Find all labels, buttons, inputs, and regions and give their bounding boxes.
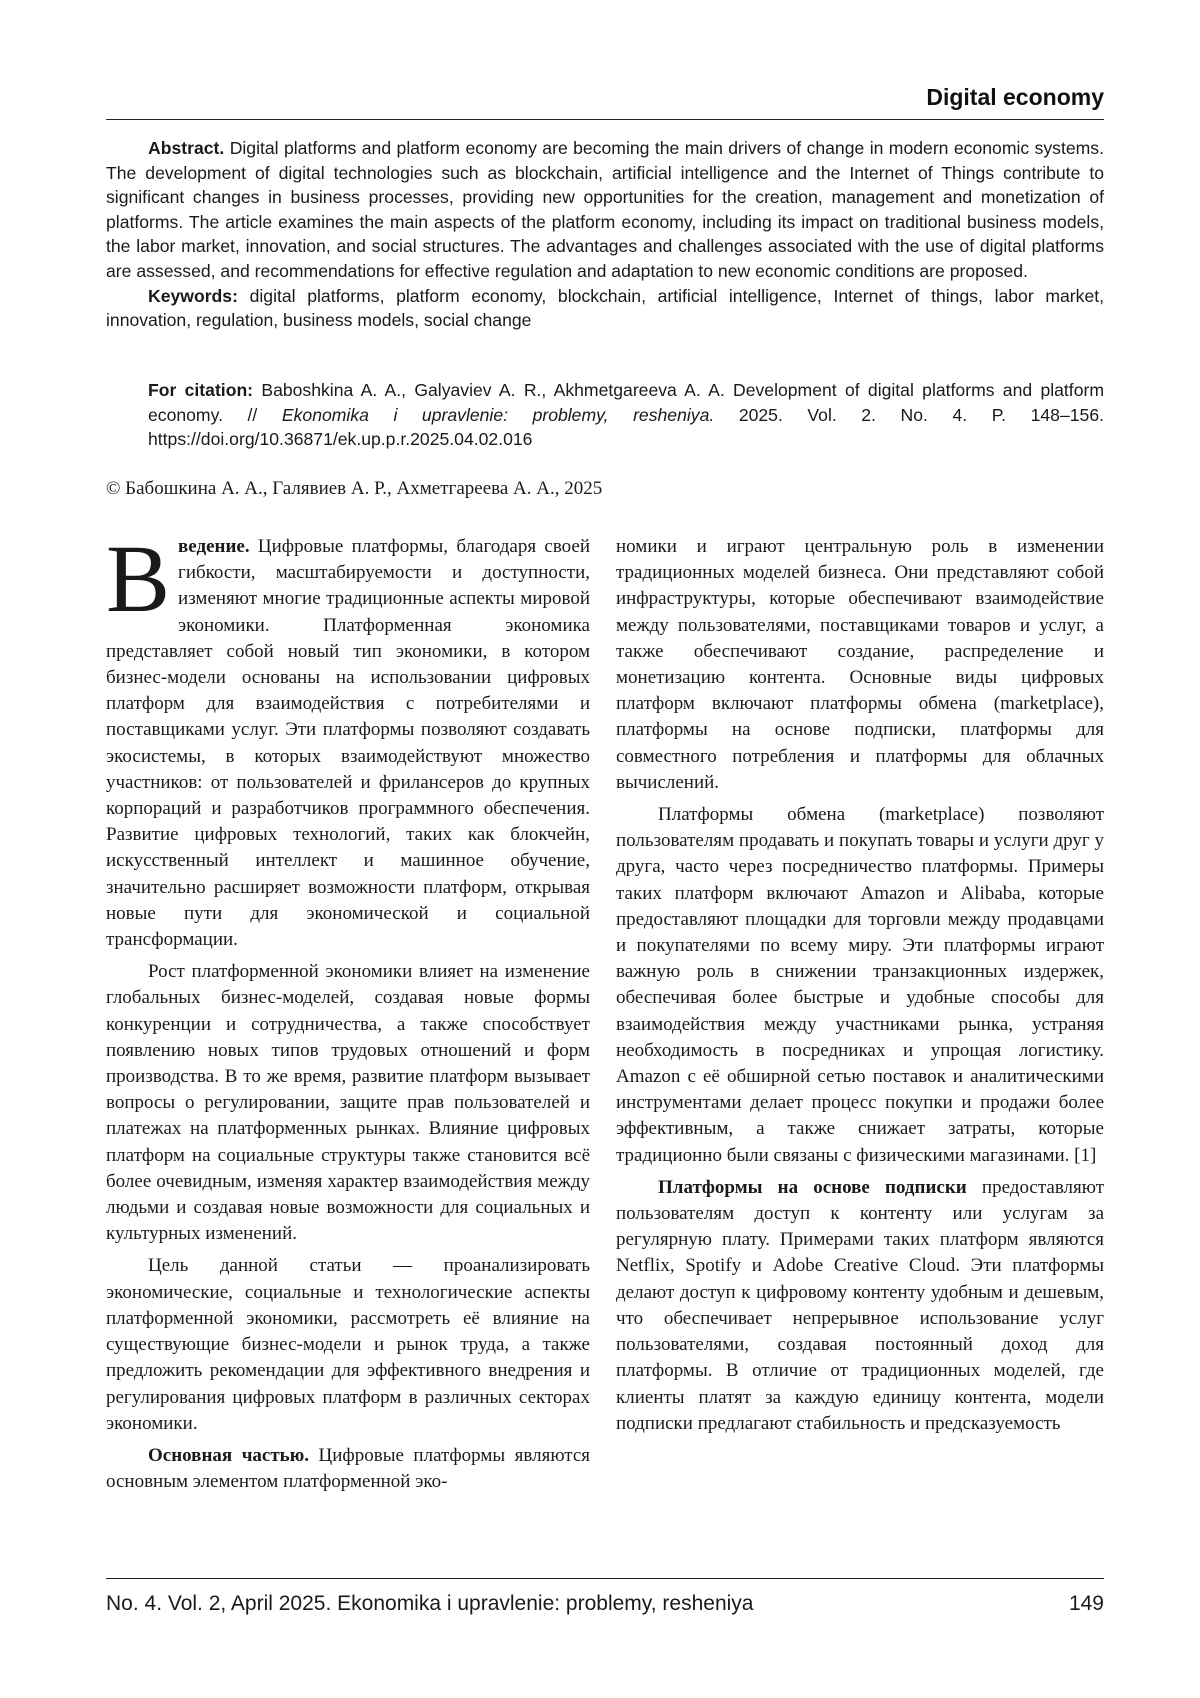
- abstract-text: Digital platforms and platform economy are becoming the main drivers of change in modern economic systems. The development of digital technologies such as blockchain, artificial intelligence and the Internet of Things contribute to significant changes in business processes, providing new opportunities for the creation, management and monetization of platforms. The article examines the main aspects of the platform economy, including its impact on traditional business models, the labor market, innovation, and social structures. The advantages and challenges associated with the use of digital platforms are assessed, and recommendations for effective regulation and adaptation to new economic conditions are proposed.: [106, 138, 1104, 281]
- copyright-line: © Бабошкина А. А., Галявиев А. Р., Ахметгареева А. А., 2025: [106, 478, 603, 499]
- citation-label: For citation:: [148, 380, 254, 400]
- abstract-label: Abstract.: [148, 138, 225, 158]
- drop-cap: В: [106, 525, 171, 632]
- body-text: Цифровые платформы, благодаря своей гибкости, масштабируемости и доступности, изменяют многие традиционные аспекты мировой экономики. Платформенная экономика представляет собой новый тип экономики, в котором бизнес-модели основаны на использовании цифровых платформ для взаимодействия с потребителями и поставщиками услуг. Эти платформы позволяют создавать экосистемы, в которых взаимодействуют множество участников: от пользователей и фрилансеров до крупных корпораций и разработчиков программного обеспечения. Развитие цифровых технологий, таких как блокчейн, искусственный интеллект и машинное обучение, значительно расширяет возможности платформ, открывая новые пути для экономической и социальной трансформации.: [106, 536, 591, 951]
- body-paragraph: [616, 802, 1104, 1169]
- body-paragraph: [106, 959, 590, 1247]
- body-text: Платформы обмена (marketplace) позволяют пользователям продавать и покупать товары и услуги друг у друга, часто через посредничество платформы. Примеры таких платформ включают Amazon и Alibaba, которые предоставляют площадки для торговли между продавцами и покупателями по всему миру. Эти платформы играют важную роль в снижении транзакционных издержек, обеспечивая более быстрые и удобные способы для взаимодействия между участниками рынка, устраняя необходимость в посредниках и упрощая логистику. Amazon с её обширной сетью поставок и аналитическими инструментами делает процесс покупки и продажи более эффективным, а также снижает затраты, которые традиционно были связаны с физическими магазинами. [1]: [616, 804, 1104, 1166]
- keywords-paragraph: [106, 284, 1104, 333]
- intro-heading: ведение.: [178, 536, 250, 557]
- body-paragraph: [616, 1175, 1104, 1437]
- body-text: номики и играют центральную роль в изменении традиционных моделей бизнеса. Они представляют собой инфраструктуры, которые обеспечивают взаимодействие между пользователями, поставщиками товаров и услуг, а также обеспечивают создание, распределение и монетизацию контента. Основные виды цифровых платформ включают платформы обмена (marketplace), платформы на основе подписки, платформы для совместного потребления и платформы для облачных вычислений.: [616, 536, 1104, 793]
- keywords-text: digital platforms, platform economy, blockchain, artificial intelligence, Internet of things, labor market, innovation, regulation, business models, social change: [106, 285, 1105, 331]
- body-text: предоставляют пользователям доступ к контенту или услугам за регулярную плату. Примерами таких платформ являются Netflix, Spotify и Adobe Creative Cloud. Эти платформы делают доступ к цифровому контенту удобным и дешевым, что обеспечивает непрерывное использование услуг пользователями, создавая постоянный доход для платформы. В отличие от традиционных моделей, где клиенты платят за каждую единицу контента, модели подписки предлагают стабильность и предсказуемость: [616, 1176, 1105, 1434]
- footer-journal-info: No. 4. Vol. 2, April 2025. Ekonomika i upravlenie: problemy, resheniya: [106, 1592, 754, 1615]
- section-title: Digital economy: [926, 84, 1104, 110]
- abstract-block: [106, 136, 1104, 333]
- citation-details: 2025. Vol. 2. No. 4. P. 148–156. https://doi.org/10.36871/ek.up.p.r.2025.04.02.016: [148, 404, 1104, 450]
- body-text: Рост платформенной экономики влияет на изменение глобальных бизнес-моделей, создавая новые формы конкуренции и сотрудничества, а также способствует появлению новых типов трудовых отношений и форм производства. В то же время, развитие платформ вызывает вопросы о регулировании, защите прав пользователей и платежах на платформенных рынках. Влияние цифровых платформ на социальные структуры также становится всё более очевидным, изменяя характер взаимодействия между людьми и создавая новые возможности для социальных и культурных изменений.: [106, 961, 590, 1245]
- body-paragraph: [106, 1253, 590, 1436]
- header-rule: [106, 119, 1104, 120]
- page-number: 149: [1068, 1592, 1104, 1615]
- subscription-heading: Платформы на основе подписки: [658, 1176, 967, 1198]
- body-column-left: [106, 525, 591, 1501]
- abstract-paragraph: [106, 136, 1104, 284]
- citation-text: Baboshkina A. A., Galyaviev A. R., Akhmetgareeva A. A. Development of digital platforms and platform economy. //: [148, 380, 1104, 425]
- keywords-label: Keywords:: [148, 285, 238, 306]
- body-column-right: [616, 534, 1104, 1443]
- citation-block: [148, 378, 1104, 452]
- body-paragraph: [106, 525, 591, 953]
- body-text: Цифровые платформы являются основным элементом платформенной эко-: [106, 1444, 590, 1493]
- main-part-heading: Основная частью.: [148, 1444, 309, 1466]
- citation-journal: Ekonomika i upravlenie: problemy, resheniya.: [281, 404, 715, 425]
- footer-rule: [106, 1578, 1104, 1579]
- body-text: Цель данной статьи — проанализировать экономические, социальные и технологические аспекты платформенной экономики, рассмотреть её влияние на существующие бизнес-модели и рынок труда, а также предложить рекомендации для эффективного внедрения и регулирования цифровых платформ в различных секторах экономики.: [106, 1255, 590, 1434]
- body-paragraph: [616, 534, 1104, 796]
- body-paragraph: [106, 1443, 590, 1495]
